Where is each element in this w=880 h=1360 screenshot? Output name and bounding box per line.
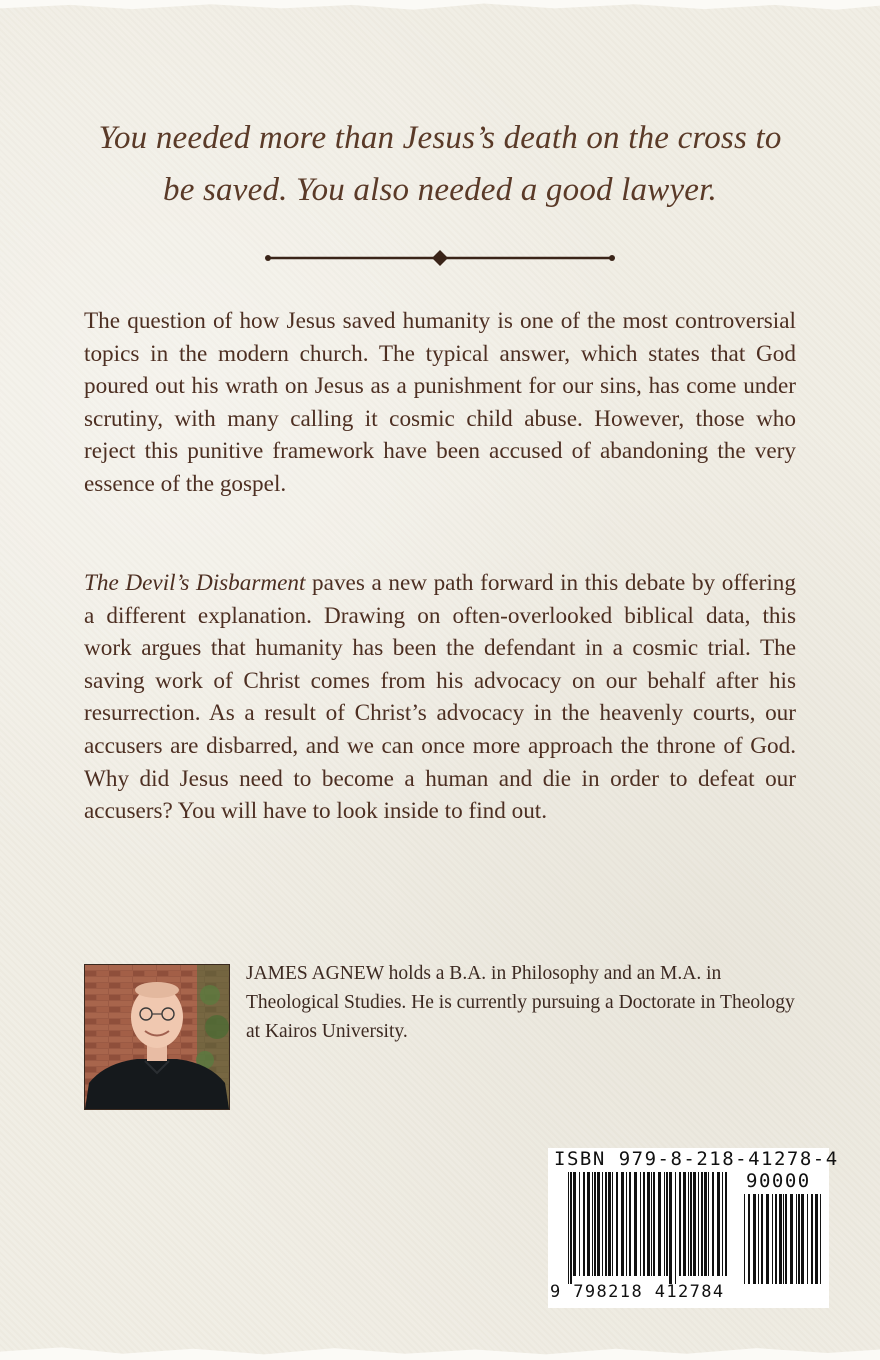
- barcode-bar: [626, 1172, 627, 1276]
- author-photo: [84, 964, 230, 1110]
- ean-digits: 9 798218 412784: [550, 1282, 725, 1302]
- torn-paper-top-edge: [0, 0, 880, 14]
- barcode-bar: [675, 1172, 676, 1284]
- description-paragraph-1: The question of how Jesus saved humanity is one of the most controversial topics in the modern church. The typical answer, which states that God poured out his wrath on Jesus as a punishment for our sins, has come under scrutiny, with many calling it cosmic child abuse. However, those who reject this punitive framework have been accused of abandoning the very essence of the gospel.: [84, 308, 796, 497]
- barcode-bar: [722, 1172, 723, 1276]
- barcode-bar: [568, 1172, 569, 1284]
- barcode-bar: [779, 1194, 782, 1284]
- barcode-bar: [811, 1194, 813, 1284]
- author-bio: JAMES AGNEW holds a B.A. in Philosophy and an M.A. in Theological Studies. He is currently pursuing a Doctorate in Theology at Kairos University.: [246, 963, 795, 1042]
- barcode-bar: [744, 1194, 745, 1284]
- barcode-bar: [820, 1194, 821, 1284]
- torn-paper-bottom-edge: [0, 1346, 880, 1360]
- barcode-bar: [579, 1172, 580, 1276]
- price-code: 90000: [746, 1170, 811, 1192]
- barcode-bar: [701, 1172, 703, 1276]
- barcode-bar: [634, 1172, 637, 1276]
- barcode-bar: [602, 1172, 603, 1276]
- description-paragraph-2: [84, 567, 796, 828]
- tagline-line-1: You needed more than Jesus’s death on the cross to: [98, 120, 782, 156]
- barcode-bar: [597, 1172, 600, 1276]
- barcode-bar: [683, 1172, 686, 1276]
- barcode-bar: [573, 1172, 576, 1276]
- barcode-bar: [748, 1194, 750, 1284]
- ornamental-divider: [263, 248, 617, 268]
- barcode-bar: [783, 1194, 784, 1284]
- barcode-bar: [798, 1194, 800, 1284]
- barcode-bar: [758, 1194, 759, 1284]
- barcode-bar: [570, 1172, 572, 1284]
- isbn-number: ISBN 979-8-218-41278-4: [554, 1148, 839, 1170]
- barcode-bar: [704, 1172, 707, 1276]
- isbn-barcode: [548, 1148, 839, 1308]
- barcode-bar: [698, 1172, 699, 1276]
- book-title: The Devil’s Disbarment: [84, 570, 306, 596]
- description-paragraph-2-text: paves a new path forward in this debate by offering a different explanation. Drawing on often-overlooked biblical data, this work argues that humanity has been the defendant in a cosmic trial. The saving work of Christ comes from his advocacy on our behalf after his resurrection. As a result of Christ’s advocacy in the heavenly courts, our accusers are disbarred, and we can once more approach the throne of God. Why did Jesus need to become a human and die in order to defeat our accusers? You will have to look inside to find out.: [84, 570, 796, 825]
- barcode-bar: [612, 1172, 613, 1276]
- barcode-bar: [815, 1194, 818, 1284]
- barcode-bar: [679, 1172, 681, 1276]
- barcode-bar: [643, 1172, 645, 1276]
- barcode-bar: [693, 1172, 696, 1276]
- barcode-bar: [629, 1172, 631, 1276]
- barcode-bar: [761, 1194, 763, 1284]
- barcode-bar: [616, 1172, 618, 1276]
- barcode-bar: [658, 1172, 661, 1276]
- barcode-bar: [766, 1194, 769, 1284]
- barcode-bar: [690, 1172, 692, 1276]
- barcode-bar: [608, 1172, 611, 1276]
- tagline: [60, 112, 820, 216]
- barcode-bar: [801, 1194, 804, 1284]
- barcode-bar: [796, 1194, 797, 1284]
- barcode-bar: [753, 1194, 756, 1284]
- barcode-bar: [785, 1194, 787, 1284]
- barcode-bar: [666, 1172, 668, 1276]
- barcode-bar: [712, 1172, 714, 1276]
- barcode-bar: [807, 1194, 808, 1284]
- barcode-bar: [583, 1172, 585, 1276]
- barcode-bar: [775, 1194, 777, 1284]
- barcode-bar: [669, 1172, 672, 1284]
- barcode-bar: [640, 1172, 641, 1276]
- barcode-bar: [621, 1172, 624, 1276]
- barcode-bar: [605, 1172, 607, 1276]
- barcode-bar: [647, 1172, 650, 1276]
- barcode-bar: [594, 1172, 596, 1276]
- tagline-line-2: be saved. You also needed a good lawyer.: [163, 172, 717, 208]
- barcode-bar: [772, 1194, 773, 1284]
- barcode-bar: [653, 1172, 655, 1276]
- barcode-bar: [651, 1172, 652, 1276]
- barcode-bar: [688, 1172, 689, 1276]
- barcode-bar: [725, 1172, 727, 1276]
- barcode-bar: [587, 1172, 590, 1276]
- barcode-bar: [664, 1172, 665, 1276]
- barcode-bar: [708, 1172, 709, 1276]
- barcode-bar: [790, 1194, 793, 1284]
- barcode-bar: [717, 1172, 720, 1276]
- barcode-bar: [592, 1172, 593, 1276]
